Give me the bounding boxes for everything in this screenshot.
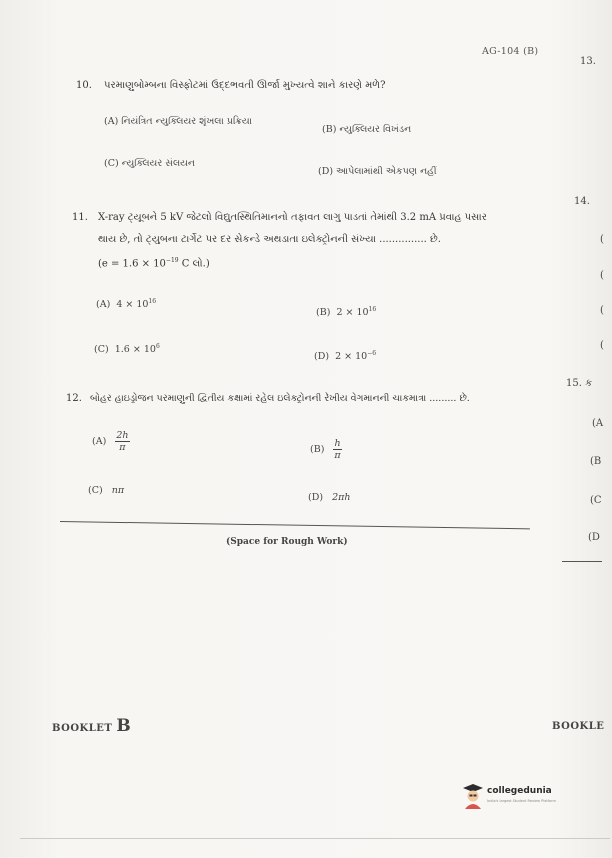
logo-name: collegedunia [487,786,552,796]
question-11-line-2: થાય છે, તો ટ્યુબના ટાર્ગેટ પર દર સેકન્ડે અથડાતા ઇલેક્ટ્રોનની સંખ્યા ............... છે. [98,234,441,245]
question-10-option-d: (D) આપેલામાંથી એકપણ નહીં [318,166,437,177]
paper-code: AG-104 (B) [482,46,539,57]
question-12-option-a: (A) $\frac{2h}{\pi}$ [92,430,129,453]
booklet-label: BOOKLET B [52,716,132,736]
right-booklet-label: BOOKLE [552,721,605,732]
question-10-number: 10. [76,80,92,91]
side-fragment: ( [600,234,604,245]
rough-work-divider [60,521,530,529]
charge-exponent: −19 [165,257,179,264]
charge-unit: C લો.) [178,258,210,270]
question-12-option-b: (B) $\frac{h}{\pi}$ [310,438,341,461]
charge-value: (e = 1.6 × 10 [98,258,166,270]
side-fragment: ( [600,270,604,281]
side-option-b: (B [590,456,602,467]
collegedunia-logo [462,780,572,816]
graduate-icon [462,782,484,810]
question-11-option-b: (B) $2 \times 10^{16}$ [316,306,377,319]
side-page-number: 13. [580,56,596,67]
question-10-option-a: (A) નિયંત્રિત ન્યુક્લિયર શૃંખલા પ્રક્રિયા [104,116,252,127]
side-fragment: ( [600,305,604,316]
question-10-option-b: (B) ન્યુક્લિયર વિખંડન [322,124,412,135]
page-bottom-line [20,838,610,839]
question-10-text: પરમાણુબોમ્બના વિસ્ફોટમાં ઉદ્દભવતી ઊર્જા મુખ્યત્વે શાને કારણે મળે? [104,80,386,91]
side-option-a: (A [592,418,604,429]
rough-work-label: (Space for Rough Work) [226,537,348,547]
question-10-option-c: (C) ન્યુક્લિયર સંલયન [104,158,196,169]
question-11-line-1: X-ray ટ્યૂબને 5 kV જેટલો વિદ્યુતસ્થિતિમાનનો તફાવત લાગુ પાડતાં તેમાંથી 3.2 mA પ્રવાહ પસાર [98,212,487,223]
question-12-option-c: (C) nπ [88,485,125,496]
question-11-option-d: (D) $2 \times 10^{-6}$ [314,350,377,363]
side-option-d: (D [588,532,600,543]
question-12-number: 12. [66,393,82,404]
question-11-number: 11. [72,212,88,223]
question-11-option-c: (C) $1.6 \times 10^6$ [94,343,160,356]
question-12-option-d: (D) 2πh [308,492,351,503]
side-question-15: 15. ક [566,378,593,389]
question-11-option-a: (A) $4 \times 10^{16}$ [96,298,157,311]
side-fragment: ( [600,340,604,351]
side-divider [562,561,602,562]
side-option-c: (C [590,495,602,506]
side-question-14: 14. [574,196,590,207]
question-11-line-3 [98,257,210,269]
question-12-text: બોહર હાઇડ્રોજન પરમાણુની દ્વિતીય કક્ષામાં રહેલ ઇલેક્ટ્રોનની રેખીય વેગમાનની ચાકમાત્રા ......... છે. [90,393,470,404]
logo-tagline: India's largest Student Review Platform [487,799,556,803]
